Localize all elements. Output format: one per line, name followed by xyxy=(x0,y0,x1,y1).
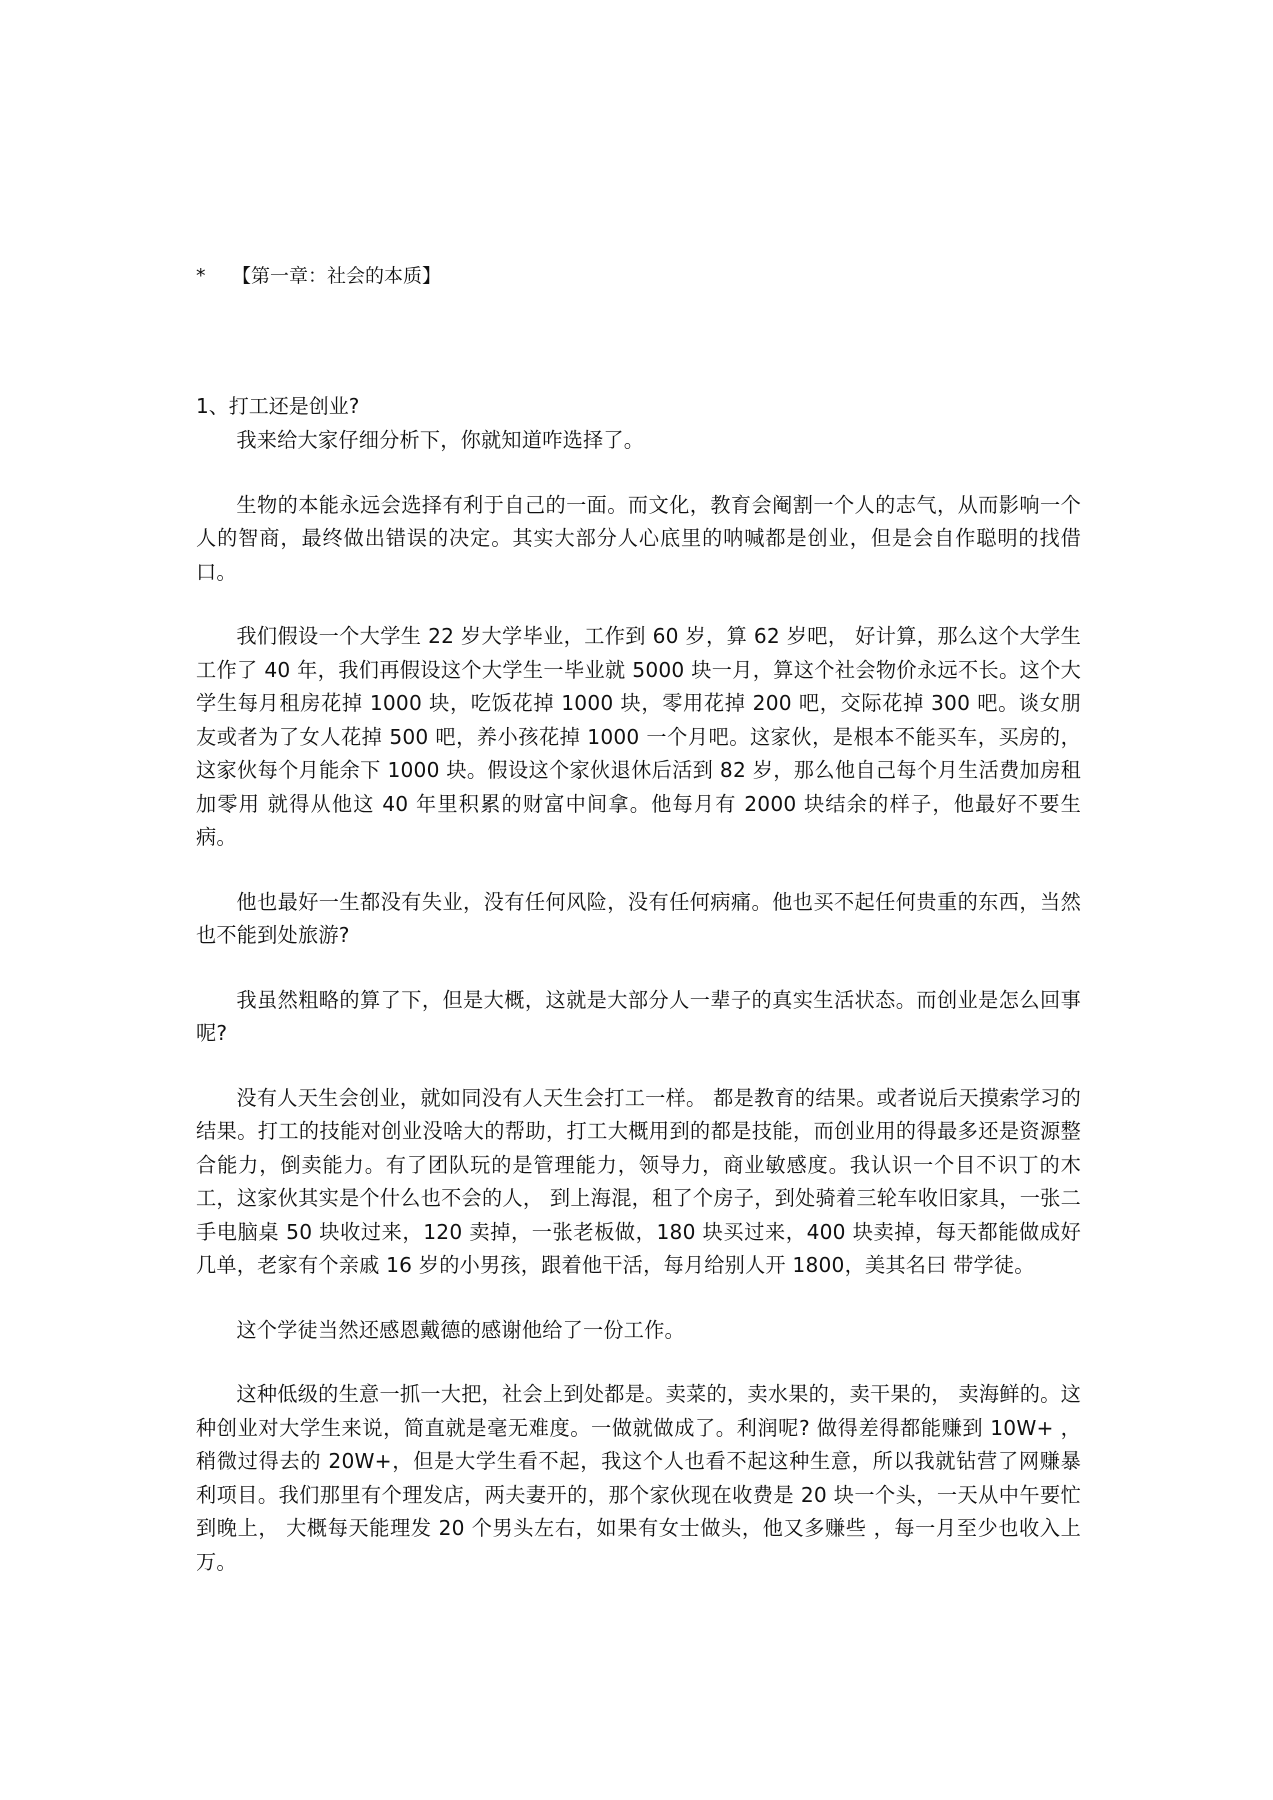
paragraph: 我来给大家仔细分析下，你就知道咋选择了。 xyxy=(236,428,645,452)
paragraph: 他也最好一生都没有失业，没有任何风险，没有任何病痛。他也买不起任何贵重的东西，当然也不能到处旅游? xyxy=(196,889,1081,947)
body-text xyxy=(196,424,1081,1579)
paragraph: 这个学徒当然还感恩戴德的感谢他给了一份工作。 xyxy=(236,1317,685,1342)
paragraph: 我虽然粗略的算了下，但是大概，这就是大部分人一辈子的真实生活状态。而创业是怎么回事呢? xyxy=(196,987,1081,1045)
paragraph: 生物的本能永远会选择有利于自己的一面。而文化，教育会阉割一个人的志气，从而影响一个人的智商，最终做出错误的决定。其实大部分人心底里的呐喊都是创业，但是会自作聪明的找借口。 xyxy=(196,492,1081,584)
paragraph: 没有人天生会创业，就如同没有人天生会打工一样。 都是教育的结果。或者说后天摸索学习的结果。打工的技能对创业没啥大的帮助，打工大概用到的都是技能，而创业用的得最多还是资源整合能力，倒卖能力。有了团队玩的是管理能力，领导力，商业敏感度。我认识一个目不识丁的木工，这家伙其实是个什么也不会的人， 到上海混，租了个房子，到处骑着三轮车收旧家具，一张二手电脑桌 50 块收过来，120 卖掉，一张老板做，180 块买过来，400 块卖掉，每天都能做成好几单，老家有个亲戚 16 岁的小男孩，跟着他干活，每月给别人开 1800，美其名曰 带学徒。 xyxy=(196,1085,1081,1277)
chapter-title: 【第一章：社会的本质】 xyxy=(232,265,442,287)
paragraph: 这种低级的生意一抓一大把，社会上到处都是。卖菜的，卖水果的，卖干果的， 卖海鲜的。这种创业对大学生来说，简直就是毫无难度。一做就做成了。利润呢? 做得差得都能赚到 10W+ ，稍微过得去的 20W+，但是大学生看不起，我这个人也看不起这种生意，所以我就钻营了网赚暴利项目。我们那里有个理发店，两夫妻开的，那个家伙现在收费是 20 块一个头，一天从中午要忙到晚上， 大概每天能理发 20 个男头左右，如果有女士做头，他又多赚些 ，每一月至少也收入上万。 xyxy=(196,1382,1081,1574)
chapter-bullet: * xyxy=(196,265,206,287)
chapter-heading xyxy=(196,262,441,290)
paragraph: 我们假设一个大学生 22 岁大学毕业，工作到 60 岁，算 62 岁吧， 好计算，那么这个大学生工作了 40 年，我们再假设这个大学生一毕业就 5000 块一月，算这个社会物价永远不长。这个大学生每月租房花掉 1000 块，吃饭花掉 1000 块，零用花掉 200 吧，交际花掉 300 吧。谈女朋友或者为了女人花掉 500 吧，养小孩花掉 1000 一个月吧。这家伙，是根本不能买车，买房的，这家伙每个月能余下 1000 块。假设这个家伙退休后活到 82 岁，那么他自己每个月生活费加房租加零用 就得从他这 40 年里积累的财富中间拿。他每月有 2000 块结余的样子，他最好不要生病。 xyxy=(196,624,1081,849)
section-heading: 1、打工还是创业? xyxy=(196,394,360,418)
